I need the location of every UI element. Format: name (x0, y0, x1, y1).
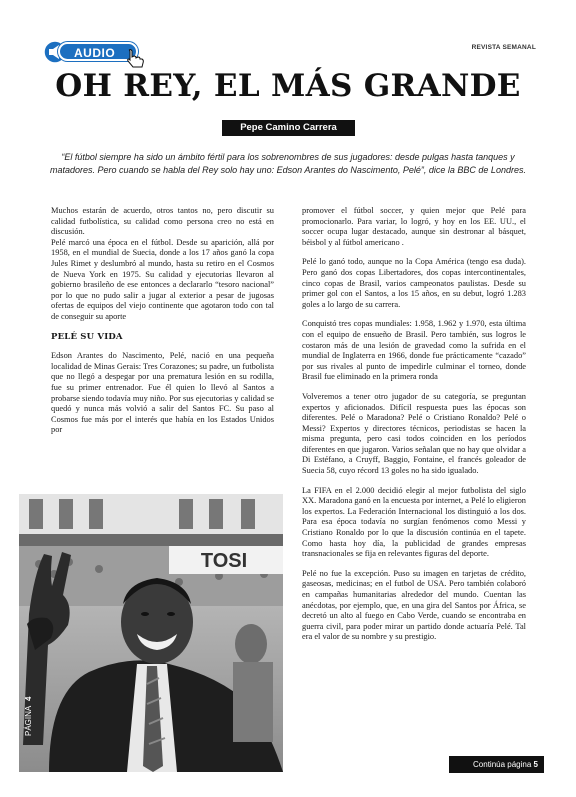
page-label: PÁGINA (24, 706, 33, 736)
article-title: OH REY, EL MÁS GRANDE (55, 68, 521, 104)
pele-photo (19, 494, 283, 772)
paragraph: La FIFA en el 2.000 decidió elegir al mejor futbolista del siglo XX. Maradona ganó en la encuesta por internet, a Pelé lo eligieron los expertos. La Federación Internacional los distinguió a los dos. Para esa época todavía no surgían fenómenos como Messi y Cristiano Ronaldo por lo que la discusión continúa en el tapete. Como hasta hoy día, la publicidad de grandes empresas transnacionales se fija en relevantes figuras del deporte. (302, 485, 526, 559)
paragraph: Pelé no fue la excepción. Puso su imagen en tarjetas de crédito, gaseosas, medicinas; en el futbol de USA. Pero también colaboró en campañas humanitarias alrededor del mundo. Cuentan las anécdotas, por ejemplo, que, en una gira del Santos por África, se decretó un alto al fuego en Cabo Verde, cuando se encontraba en guerra civil, para poder mirar un partido donde actuaría Pelé. Tal era el valor de su nombre y su prestigio. (302, 568, 526, 642)
audio-button[interactable] (40, 40, 150, 66)
pointer-hand-icon (124, 48, 146, 68)
subheading: PELÉ SU VIDA (51, 331, 123, 342)
paragraph: Edson Arantes do Nascimento, Pelé, nació en una pequeña localidad de Minas Gerais: Tres Corazones; su padre, un futbolista que no llegó a despegar por una prematura lesión en su rodilla, fue su primer entrenador. Fue él quien lo llevó al Santos a probarse siendo todavía muy niño. Por sus ejecutorias y calidad se quedó y nunca más volvió a salir del Santos FC. Su paso al Cosmos fue más por el interés que había en los Estados Unidos por (51, 351, 274, 435)
paragraph: Volveremos a tener otro jugador de su categoría, se preguntan expertos y aficionados. Difícil respuesta pues las épocas son diferentes. Pelé o Maradona? Pelé o Cristiano Ronaldo? Pelé o Messi? Expertos y directores técnicos, periodistas se hacen la misma pregunta, pero casi todos coinciden en los períodos diferentes en que jugaron. Varios señalan que no hay que olvidar a Di Estéfano, a Cruyff, Baggio, Fontaine, el francés goleador de Suecia 58, cuyo récord 13 goles no ha sido igualado. (302, 391, 526, 476)
paragraph: Pelé marcó una época en el fútbol. Desde su aparición, allá por 1958, en el mundial de Suecia, donde a los 17 años ganó la copa Jules Rimet y deslumbró al mundo, hasta su retiro en el Cosmos de Nueva York en 1975. Su calidad y ejecutorias llevaron al gobierno brasileño de ese entonces a declararlo “tesoro nacional” por lo que no pudo salir a jugar al exterior a pesar de jugosas ofertas de equipos del viejo continente que agotaron todo con tal de conseguir su aporte (51, 237, 274, 321)
page-number-vertical (22, 648, 34, 738)
paragraph: Muchos estarán de acuerdo, otros tantos no, pero discutir su calidad futbolística, su calidad como persona creo no está en discusión. (51, 206, 274, 237)
section-label: REVISTA SEMANAL (471, 44, 536, 51)
paragraph: Pelé lo ganó todo, aunque no la Copa América (tengo esa duda). Pero ganó dos copas Libertadores, dos copas intercontinentales, cinco copas de Brasil, varios campeonatos paulistas. Desde su primer gol con el Santos, a los 15 años, en su debut, logró 1.283 goles a lo largo de su carrera. (302, 257, 526, 309)
paragraph: Conquistó tres copas mundiales: 1.958, 1.962 y 1.970, esta última con el equipo de ensueño de Brasil. Pero también, sus logros le costaron más de una lesión de gravedad como la sufrida en el mundial de Inglaterra en 1966, donde fue prácticamente “cazado” por sus rivales al punto de impedirle culminar el torneo, donde Brasil fue eliminado en la primera ronda (302, 319, 526, 382)
pull-quote: “El fútbol siempre ha sido un ámbito fértil para los sobrenombres de sus jugadores: desde pulgas hasta tanques y matadores. Pero cuando se habla del Rey solo hay uno: Edson Arantes do Nascimento, Pelé”, dice la BBC de Londres. (50, 152, 526, 175)
continue-page-number: 5 (533, 760, 538, 769)
svg-text:PÁGINA 4 (24, 696, 33, 736)
continue-link[interactable] (449, 756, 544, 773)
page-number: 4 (24, 696, 33, 701)
column-left (51, 206, 274, 445)
author-banner: Pepe Camino Carrera (222, 120, 355, 136)
paragraph: promover el fútbol soccer, y quien mejor que Pelé para promocionarlo. Para variar, lo logró, y hoy en los EE. UU., el soccer ocupa lugar destacado, aunque sin destronar al básquet, béisbol y al fútbol americano . (302, 206, 526, 247)
column-right (302, 206, 526, 652)
audio-label: AUDIO (58, 42, 138, 61)
photo-illustration (19, 494, 283, 772)
continue-label: Continúa página (473, 760, 532, 769)
banner-sign-text: TOSI (200, 550, 248, 572)
